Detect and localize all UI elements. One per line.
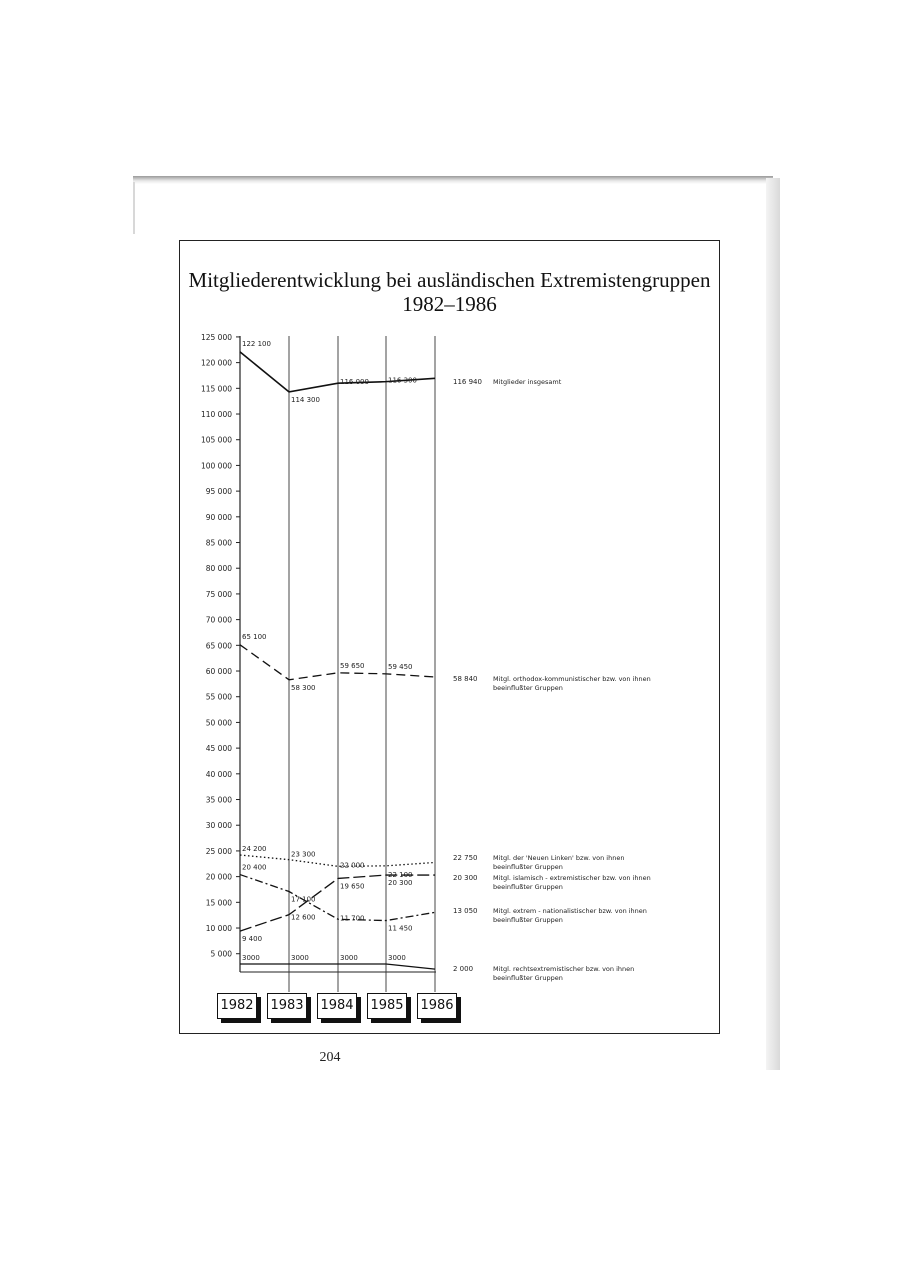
chart-title: Mitgliederentwicklung bei ausländischen Extremistengruppen: [188, 268, 711, 292]
year-box-1986: 1986: [417, 993, 457, 1019]
y-tick-label: 30 000: [205, 821, 232, 831]
y-tick-label: 25 000: [205, 846, 232, 856]
year-box-1983: 1983: [267, 993, 307, 1019]
y-tick-label: 100 000: [200, 461, 232, 471]
data-label: 22 000: [340, 861, 365, 870]
series-legend-label: Mitgl. rechtsextremistischer bzw. von ihnen: [493, 965, 635, 973]
year-box-1984: 1984: [317, 993, 357, 1019]
series-line-1: [240, 352, 435, 392]
y-tick-label: 65 000: [205, 641, 232, 651]
data-label: 59 650: [340, 661, 365, 670]
series-legend-label: Mitglieder insgesamt: [493, 378, 562, 386]
series-line-6: [240, 964, 435, 969]
data-label: 3000: [340, 954, 358, 962]
year-box-1985: 1985: [367, 993, 407, 1019]
series-legend-label: beeinflußter Gruppen: [493, 974, 563, 982]
data-label: 59 450: [388, 662, 413, 671]
y-tick-label: 45 000: [205, 744, 232, 754]
page-number: 204: [319, 1050, 341, 1065]
chart-subtitle: 1982–1986: [402, 292, 497, 316]
y-tick-label: 5 000: [210, 949, 232, 959]
y-tick-label: 95 000: [205, 487, 232, 497]
y-tick-label: 10 000: [205, 924, 232, 934]
end-value-label: 13 050: [453, 907, 478, 915]
series-legend-label: beeinflußter Gruppen: [493, 863, 563, 871]
y-tick-label: 40 000: [205, 769, 232, 779]
y-tick-label: 75 000: [205, 589, 232, 599]
series-legend-label: beeinflußter Gruppen: [493, 883, 563, 891]
y-tick-label: 15 000: [205, 898, 232, 908]
y-tick-label: 80 000: [205, 564, 232, 574]
series-legend-label: Mitgl. islamisch - extremistischer bzw. von ihnen: [493, 874, 651, 882]
data-label: 3000: [388, 954, 406, 962]
data-label: 122 100: [242, 339, 271, 348]
data-label: 17 100: [291, 895, 316, 904]
series-legend-label: Mitgl. der 'Neuen Linken' bzw. von ihnen: [493, 854, 625, 862]
series-line-3: [240, 855, 435, 866]
y-tick-label: 20 000: [205, 872, 232, 882]
y-tick-label: 90 000: [205, 512, 232, 522]
data-label: 114 300: [291, 395, 320, 404]
end-value-label: 116 940: [453, 378, 482, 386]
data-label: 58 300: [291, 683, 316, 692]
y-tick-label: 85 000: [205, 538, 232, 548]
data-label: 24 200: [242, 845, 267, 854]
y-tick-label: 35 000: [205, 795, 232, 805]
y-tick-label: 120 000: [200, 358, 232, 368]
series-legend-label: beeinflußter Gruppen: [493, 916, 563, 924]
series-legend-label: Mitgl. orthodox-kommunistischer bzw. von ihnen: [493, 675, 651, 683]
data-label: 23 300: [291, 850, 316, 859]
end-value-label: 2 000: [453, 965, 474, 973]
y-tick-label: 110 000: [200, 410, 232, 420]
y-tick-label: 115 000: [200, 384, 232, 394]
end-value-label: 20 300: [453, 874, 478, 882]
y-tick-label: 55 000: [205, 692, 232, 702]
y-tick-label: 50 000: [205, 718, 232, 728]
end-value-label: 58 840: [453, 675, 478, 683]
data-label: 12 600: [291, 913, 316, 922]
end-value-label: 22 750: [453, 854, 478, 862]
data-label: 20 300: [388, 879, 413, 888]
data-label: 11 700: [340, 914, 365, 923]
y-tick-label: 70 000: [205, 615, 232, 625]
y-tick-label: 125 000: [200, 332, 232, 342]
data-label: 22 100: [388, 870, 413, 879]
year-axis-boxes: [217, 993, 477, 1027]
y-tick-label: 60 000: [205, 667, 232, 677]
data-label: 65 100: [242, 632, 267, 641]
data-label: 9 400: [242, 935, 263, 944]
y-tick-label: 105 000: [200, 435, 232, 445]
series-legend-label: beeinflußter Gruppen: [493, 684, 563, 692]
year-box-1982: 1982: [217, 993, 257, 1019]
series-legend-label: Mitgl. extrem - nationalistischer bzw. von ihnen: [493, 907, 647, 915]
data-label: 116 300: [388, 376, 417, 385]
data-label: 3000: [291, 954, 309, 962]
data-label: 19 650: [340, 882, 365, 891]
data-label: 3000: [242, 954, 260, 962]
data-label: 11 450: [388, 924, 413, 933]
data-label: 116 000: [340, 378, 369, 387]
data-label: 20 400: [242, 863, 267, 872]
